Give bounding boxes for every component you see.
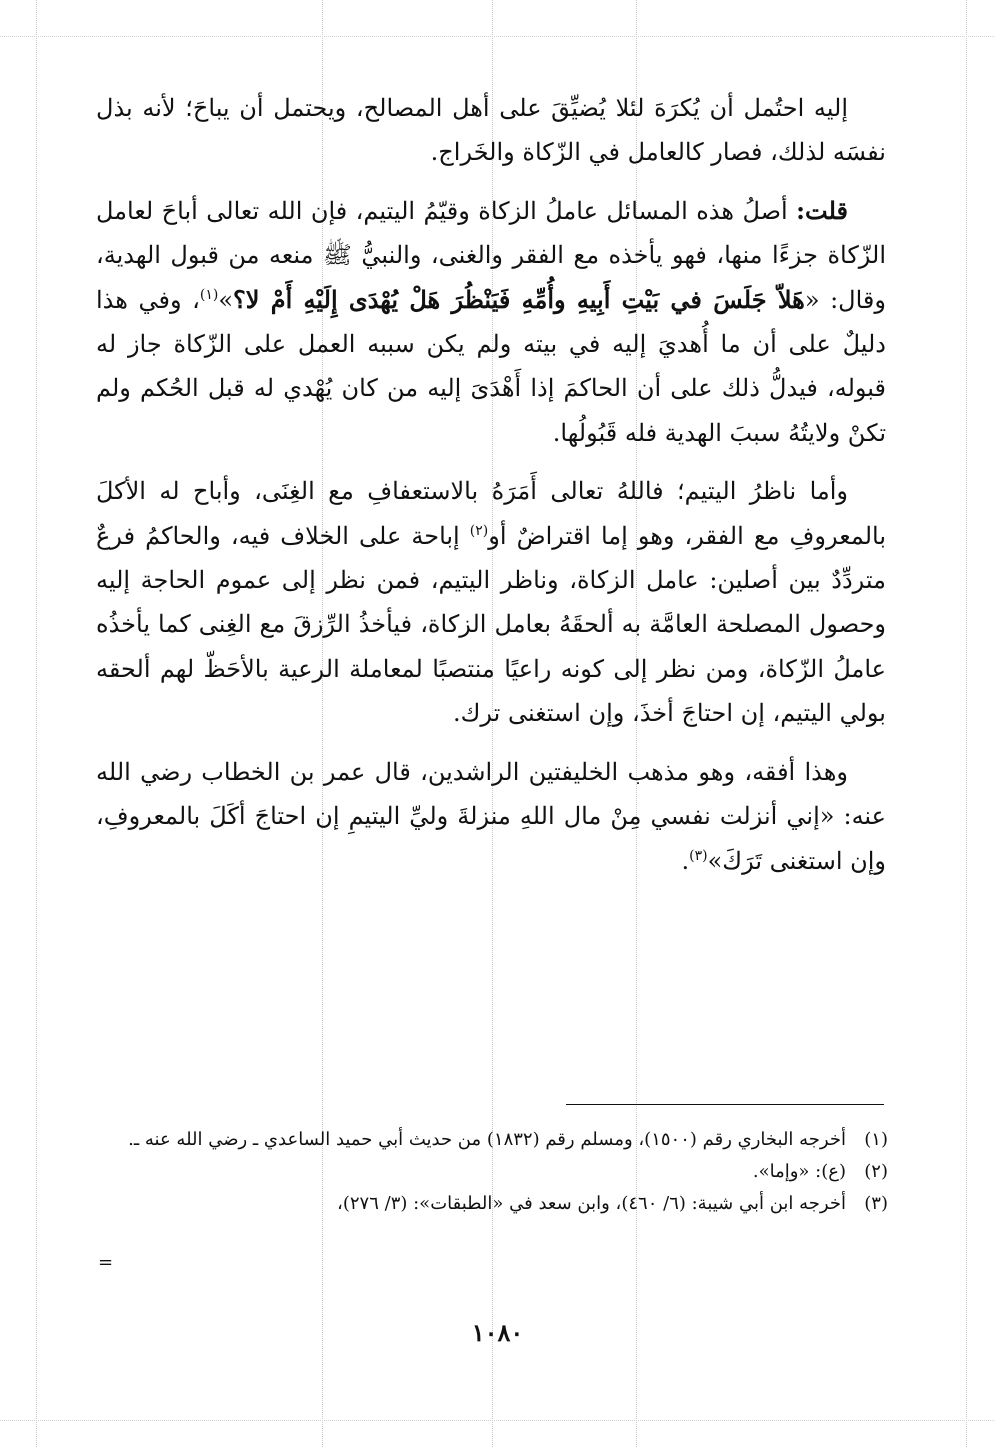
guide-line (0, 36, 995, 37)
page-number: ١٠٨٠ (471, 1318, 524, 1347)
paragraph (96, 189, 886, 455)
guide-line (36, 0, 37, 1447)
footnote-text: أخرجه البخاري رقم (١٥٠٠)، ومسلم رقم (١٨٣٢) من حديث أبي حميد الساعدي ـ رضي الله عنه ـ. (128, 1129, 846, 1150)
paragraph-text: وأما ناظرُ اليتيم؛ فاللهُ تعالى أَمَرَهُ بالاستعفافِ مع الغِنَى، وأباح له الأكلَ بالمعروفِ مع الفقر، وهو إما اقتراضٌ أو (96, 477, 887, 550)
paragraph (96, 750, 886, 883)
footnotes (92, 1124, 888, 1220)
paragraph-text: إباحة على الخلاف فيه، والحاكمُ فرعٌ متردِّدٌ بين أصلين: عامل الزكاة، وناظر اليتيم، فمن نظر إلى عموم الحاجة إليه وحصول المصلحة العامَّة به ألحقَهُ بعامل الزكاة، فيأخذُ الرِّزقَ مع الغِنى كما يأخذُه عاملُ الزّكاة، ومن نظر إلى كونه راعيًا منتصبًا لمعاملة الرعية بالأحَظّ لهم ألحقه بولي اليتيم، إن احتاجَ أخذَ، وإن استغنى ترك. (96, 521, 886, 728)
footnote (92, 1124, 888, 1156)
footnote-number: (٣) (864, 1193, 888, 1214)
footnote-text: أخرجه ابن أبي شيبة: (٦/ ٤٦٠)، وابن سعد في «الطبقات»: (٣/ ٢٧٦)، (337, 1193, 846, 1214)
paragraph-text: ، وفي هذا دليلٌ على أن ما أُهديَ إليه في بيته ولم يكن سببه العمل على الزّكاة جاز له قبوله، فيدلُّ ذلك على أن الحاكمَ إذا أَهْدَىَ إليه من كان يُهْدي له قبل الحُكم ولم تكنْ ولايتُهُ سببَ الهدية فله قَبُولُها. (96, 285, 886, 447)
footnote-ref: (٣) (689, 847, 708, 864)
continuation-mark: = (98, 1252, 114, 1273)
footnote-text: (ع): «وإما». (752, 1161, 846, 1182)
paragraph-lead: قلت: (796, 195, 848, 225)
paragraph (96, 469, 886, 735)
guide-line (0, 1420, 995, 1421)
footnote-ref: (١) (199, 286, 219, 303)
footnote (92, 1156, 888, 1188)
footnote (92, 1188, 888, 1220)
hadith-quote: هَلاّ جَلَسَ في بَيْتِ أَبِيهِ وأُمِّهِ فَيَنْظُرَ هَلْ يُهْدَى إِلَيْهِ أَمْ لا؟ (233, 284, 805, 314)
paragraph-text: وهذا أفقه، وهو مذهب الخليفتين الراشدين، قال عمر بن الخطاب رضي الله عنه: «إني أنزلت نفسي مِنْ مال اللهِ منزلةَ وليِّ اليتيمِ إن احتاجَ أكَلَ بالمعروفِ، وإن استغنى تَرَكَ» (96, 757, 886, 875)
paragraph-text: إليه احتُمل أن يُكرَهَ لئلا يُضيِّقَ على أهل المصالح، ويحتمل أن يباحَ؛ لأنه بذل نفسَه لذلك، فصار كالعامل في الزّكاة والخَراج. (96, 94, 886, 167)
footnote-number: (١) (864, 1129, 888, 1150)
paragraph (96, 86, 886, 175)
paragraph-text: أصلُ هذه المسائل عاملُ الزكاة وقيّمُ اليتيم، فإن الله تعالى أباحَ لعامل الزّكاة جزءًا منها، فهو يأخذه مع الفقر والغنى، والنبيُّ ﷺ منعه من قبول الهدية، وقال: « (96, 196, 886, 314)
footnote-separator (566, 1104, 884, 1105)
quote-close: » (218, 285, 234, 314)
main-text (96, 86, 886, 883)
paragraph-text: . (681, 846, 690, 875)
footnote-number: (٢) (864, 1161, 888, 1182)
footnote-ref: (٢) (469, 522, 489, 539)
guide-line (966, 0, 967, 1447)
